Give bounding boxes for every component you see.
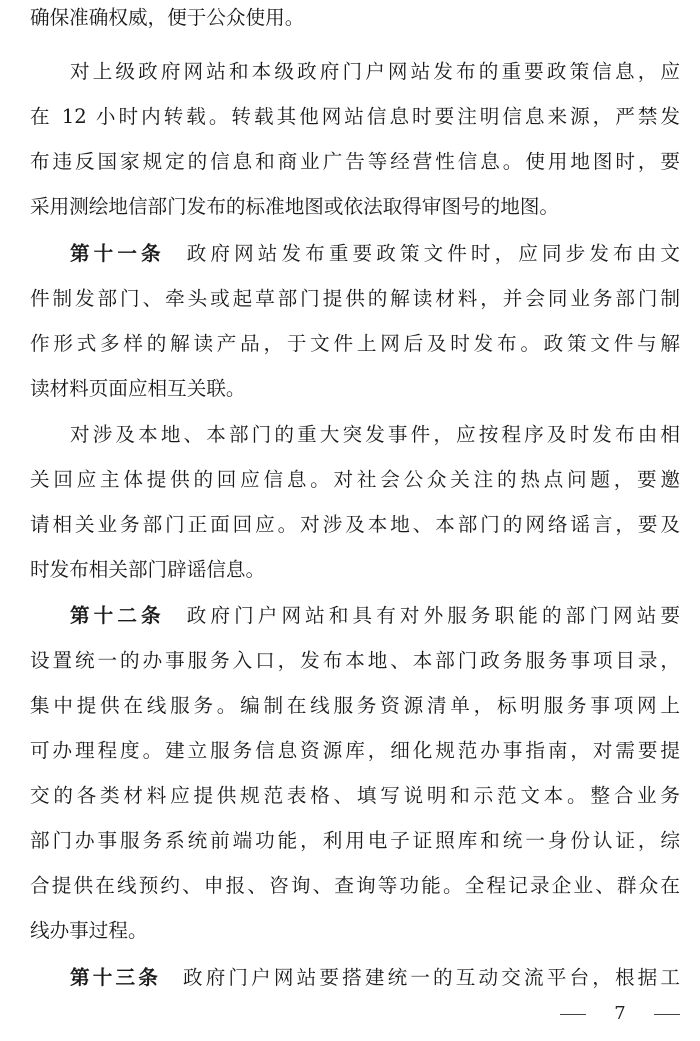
text-line: 可办理程度。建立服务信息资源库，细化规范办事指南，对需要提 [30,739,680,762]
text-line: 集中提供在线服务。编制在线服务资源清单，标明服务事项网上 [30,694,680,717]
text-line: 件制发部门、牵头或起草部门提供的解读材料，并会同业务部门制 [30,287,680,310]
text-line: 请相关业务部门正面回应。对涉及本地、本部门的网络谣言，要及 [30,513,680,536]
text-line: 布违反国家规定的信息和商业广告等经营性信息。使用地图时，要 [30,150,680,173]
text-line: 第十三条 政府门户网站要搭建统一的互动交流平台，根据工 [70,966,681,989]
text-line: 交的各类材料应提供规范表格、填写说明和示范文本。整合业务 [30,784,680,807]
text-line: 作形式多样的解读产品，于文件上网后及时发布。政策文件与解 [30,332,680,355]
text-line: 对涉及本地、本部门的重大突发事件，应按程序及时发布由相 [70,423,680,446]
article-heading: 第十二条 [70,604,165,627]
page-footer [560,1000,680,1028]
page-number: 7 [614,1003,626,1024]
text-line: 读材料页面应相互关联。 [30,377,246,400]
text-line: 采用测绘地信部门发布的标准地图或依法取得审图号的地图。 [30,195,560,218]
text-line: 确保准确权威，便于公众使用。 [30,6,305,29]
text-line: 第十二条 政府门户网站和具有对外服务职能的部门网站要 [70,604,680,627]
footer-dash-left [560,1014,586,1015]
footer-dash-right [654,1014,680,1015]
text-line: 部门办事服务系统前端功能，利用电子证照库和统一身份认证，综 [30,829,680,852]
text-line: 第十一条 政府网站发布重要政策文件时，应同步发布由文 [70,242,680,265]
text-line: 合提供在线预约、申报、咨询、查询等功能。全程记录企业、群众在 [30,874,680,897]
article-heading: 第十三条 [70,966,161,989]
text-line: 在 12 小时内转载。转载其他网站信息时要注明信息来源，严禁发 [30,105,680,128]
text-line: 线办事过程。 [30,919,148,942]
article-heading: 第十一条 [70,242,165,265]
text-line: 时发布相关部门辟谣信息。 [30,558,266,581]
text-line: 设置统一的办事服务入口，发布本地、本部门政务服务事项目录， [30,649,680,672]
text-line: 对上级政府网站和本级政府门户网站发布的重要政策信息，应 [70,60,680,83]
text-line: 关回应主体提供的回应信息。对社会公众关注的热点问题，要邀 [30,468,680,491]
